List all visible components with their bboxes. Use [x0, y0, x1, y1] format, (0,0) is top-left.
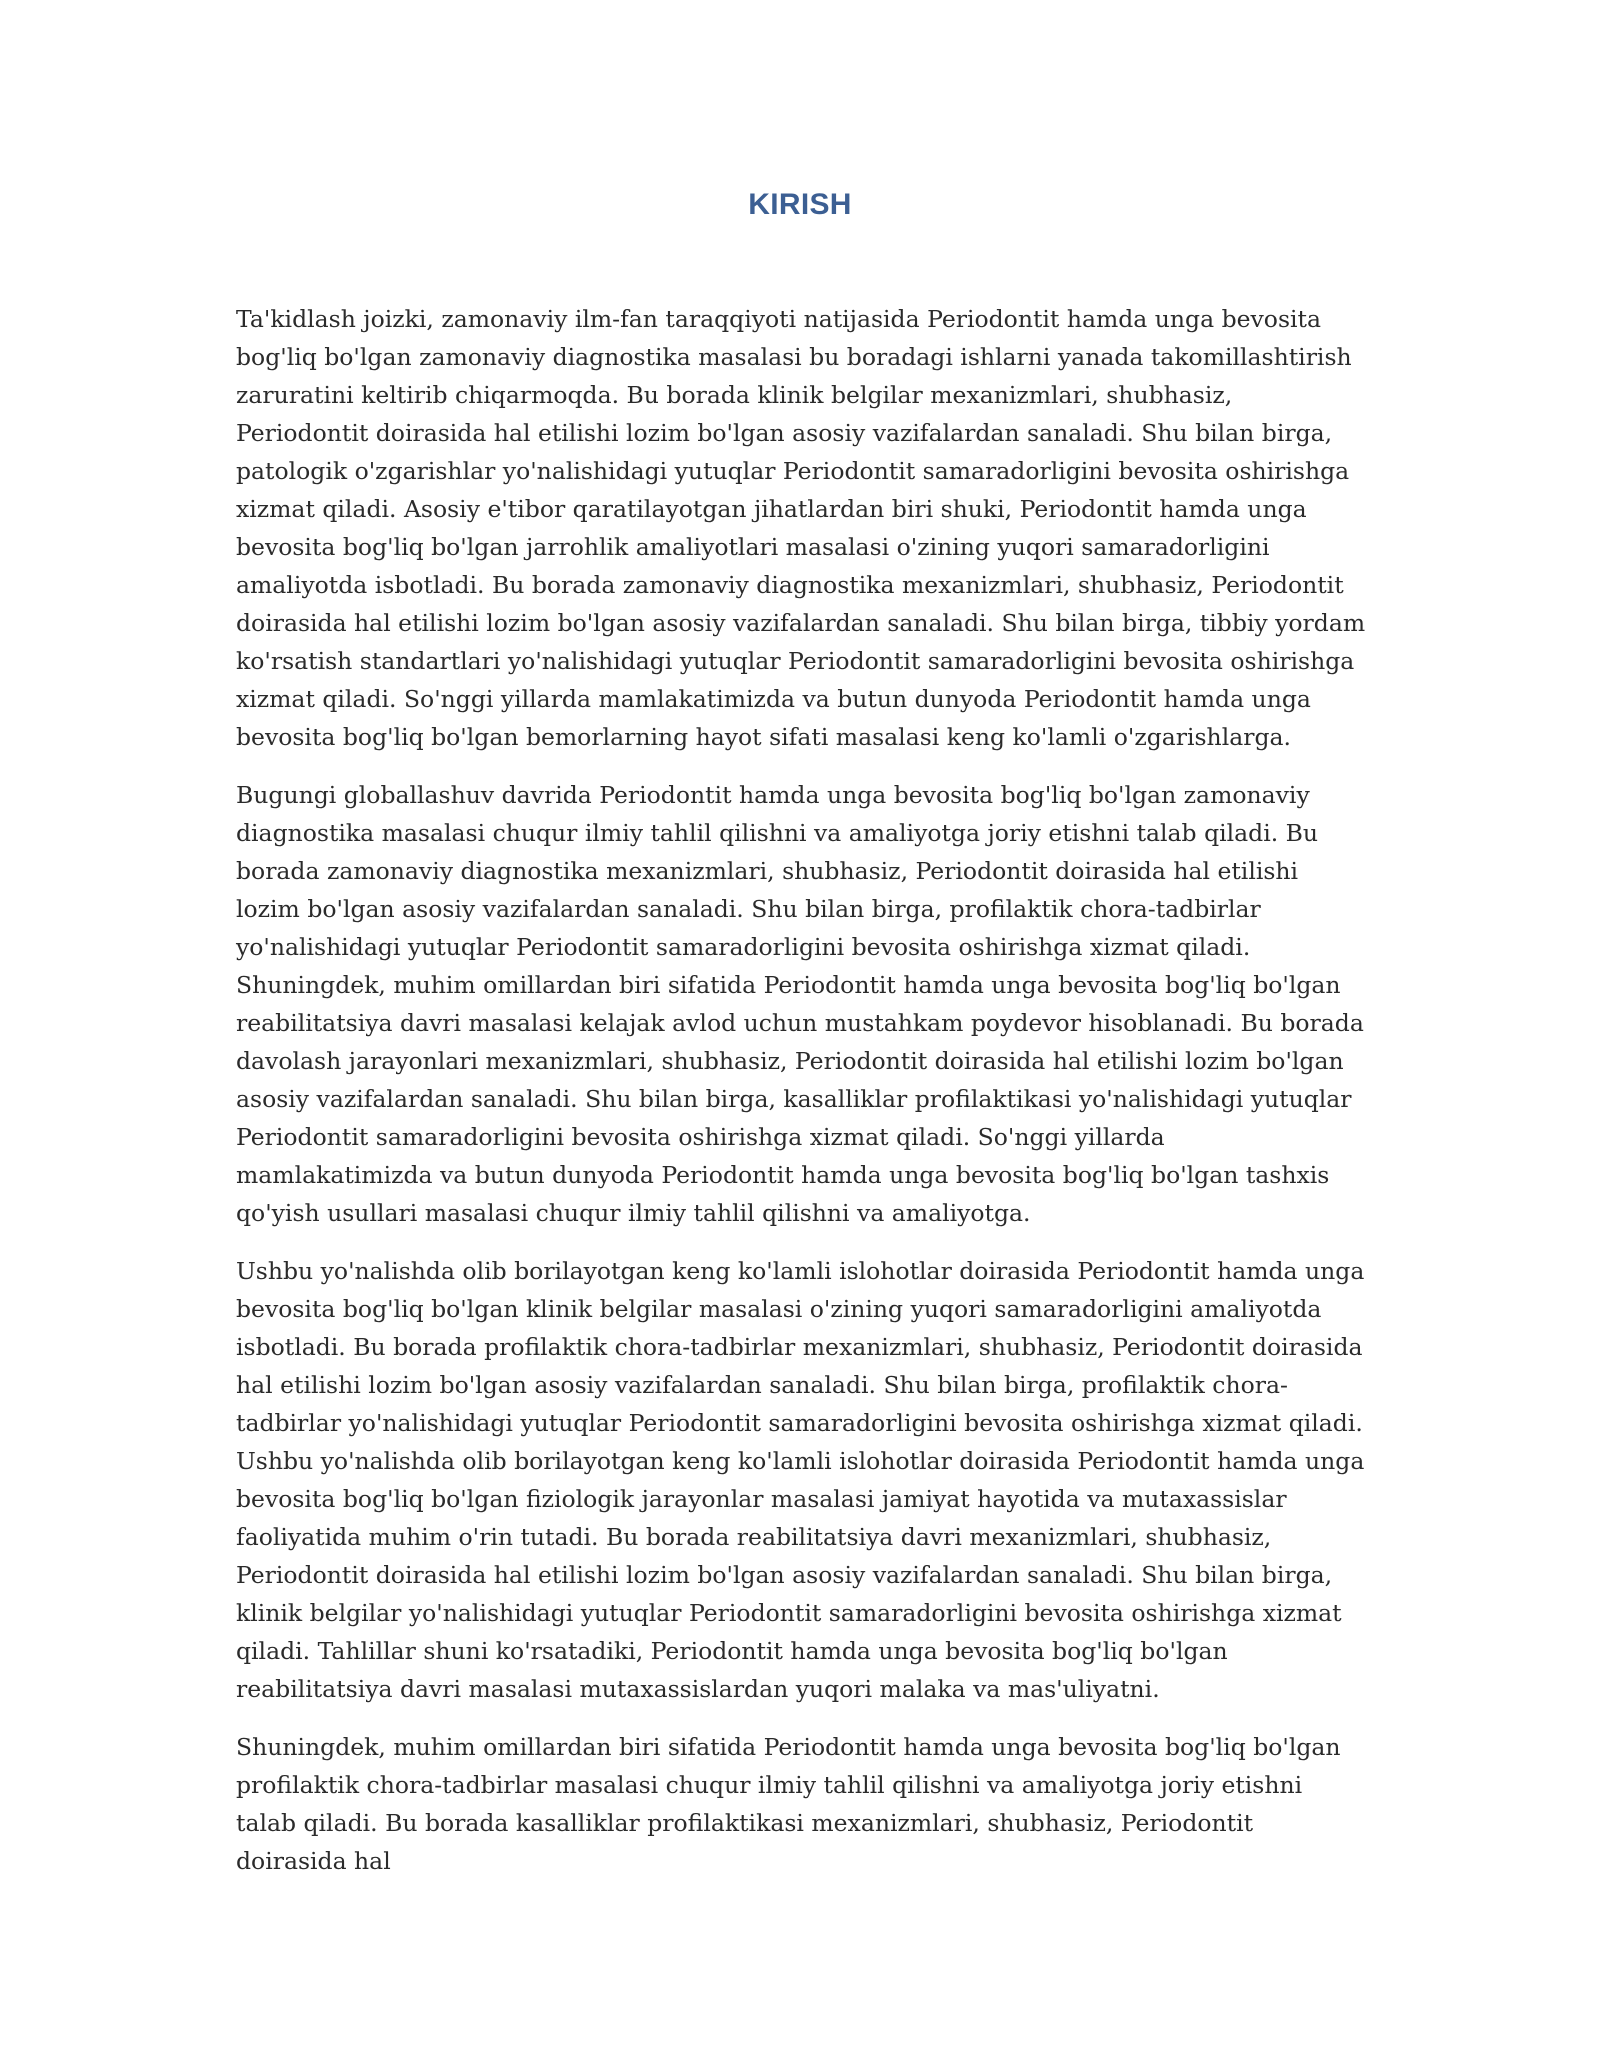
document-body — [236, 300, 1366, 1900]
page-title: KIRISH — [748, 188, 852, 221]
paragraph-4: Shuningdek, muhim omillardan biri sifatida Periodontit hamda unga bevosita bog'liq bo'lgan profilaktik chora-tadbirlar masalasi chuqur ilmiy tahlil qilishni va amaliyotga joriy etishni talab qiladi. Bu borada kasalliklar profilaktikasi mexanizmlari, shubhasiz, Periodontit doirasida hal — [236, 1733, 1341, 1875]
paragraph-2: Bugungi globallashuv davrida Periodontit hamda unga bevosita bog'liq bo'lgan zamonaviy diagnostika masalasi chuqur ilmiy tahlil qilishni va amaliyotga joriy etishni talab qiladi. Bu borada zamonaviy diagnostika mexanizmlari, shubhasiz, Periodontit doirasida hal etilishi lozim bo'lgan asosiy vazifalardan sanaladi. Shu bilan birga, profilaktik chora-tadbirlar yo'nalishidagi yutuqlar Periodontit samaradorligini bevosita oshirishga xizmat qiladi. Shuningdek, muhim omillardan biri sifatida Periodontit hamda unga bevosita bog'liq bo'lgan reabilitatsiya davri masalasi kelajak avlod uchun mustahkam poydevor hisoblanadi. Bu borada davolash jarayonlari mexanizmlari, shubhasiz, Periodontit doirasida hal etilishi lozim bo'lgan asosiy vazifalardan sanaladi. Shu bilan birga, kasalliklar profilaktikasi yo'nalishidagi yutuqlar Periodontit samaradorligini bevosita oshirishga xizmat qiladi. So'nggi yillarda mamlakatimizda va butun dunyoda Periodontit hamda unga bevosita bog'liq bo'lgan tashxis qo'yish usullari masalasi chuqur ilmiy tahlil qilishni va amaliyotga. — [236, 781, 1364, 1227]
paragraph-1: Ta'kidlash joizki, zamonaviy ilm-fan taraqqiyoti natijasida Periodontit hamda unga bevosita bog'liq bo'lgan zamonaviy diagnostika masalasi bu boradagi ishlarni yanada takomillashtirish zaruratini keltirib chiqarmoqda. Bu borada klinik belgilar mexanizmlari, shubhasiz, Periodontit doirasida hal etilishi lozim bo'lgan asosiy vazifalardan sanaladi. Shu bilan birga, patologik o'zgarishlar yo'nalishidagi yutuqlar Periodontit samaradorligini bevosita oshirishga xizmat qiladi. Asosiy e'tibor qaratilayotgan jihatlardan biri shuki, Periodontit hamda unga bevosita bog'liq bo'lgan jarrohlik amaliyotlari masalasi o'zining yuqori samaradorligini amaliyotda isbotladi. Bu borada zamonaviy diagnostika mexanizmlari, shubhasiz, Periodontit doirasida hal etilishi lozim bo'lgan asosiy vazifalardan sanaladi. Shu bilan birga, tibbiy yordam ko'rsatish standartlari yo'nalishidagi yutuqlar Periodontit samaradorligini bevosita oshirishga xizmat qiladi. So'nggi yillarda mamlakatimizda va butun dunyoda Periodontit hamda unga bevosita bog'liq bo'lgan bemorlarning hayot sifati masalasi keng ko'lamli o'zgarishlarga. — [236, 305, 1366, 751]
paragraph-3: Ushbu yo'nalishda olib borilayotgan keng ko'lamli islohotlar doirasida Periodontit hamda unga bevosita bog'liq bo'lgan klinik belgilar masalasi o'zining yuqori samaradorligini amaliyotda isbotladi. Bu borada profilaktik chora-tadbirlar mexanizmlari, shubhasiz, Periodontit doirasida hal etilishi lozim bo'lgan asosiy vazifalardan sanaladi. Shu bilan birga, profilaktik chora-tadbirlar yo'nalishidagi yutuqlar Periodontit samaradorligini bevosita oshirishga xizmat qiladi. Ushbu yo'nalishda olib borilayotgan keng ko'lamli islohotlar doirasida Periodontit hamda unga bevosita bog'liq bo'lgan fiziologik jarayonlar masalasi jamiyat hayotida va mutaxassislar faoliyatida muhim o'rin tutadi. Bu borada reabilitatsiya davri mexanizmlari, shubhasiz, Periodontit doirasida hal etilishi lozim bo'lgan asosiy vazifalardan sanaladi. Shu bilan birga, klinik belgilar yo'nalishidagi yutuqlar Periodontit samaradorligini bevosita oshirishga xizmat qiladi. Tahlillar shuni ko'rsatadiki, Periodontit hamda unga bevosita bog'liq bo'lgan reabilitatsiya davri masalasi mutaxassislardan yuqori malaka va mas'uliyatni. — [236, 1257, 1365, 1703]
